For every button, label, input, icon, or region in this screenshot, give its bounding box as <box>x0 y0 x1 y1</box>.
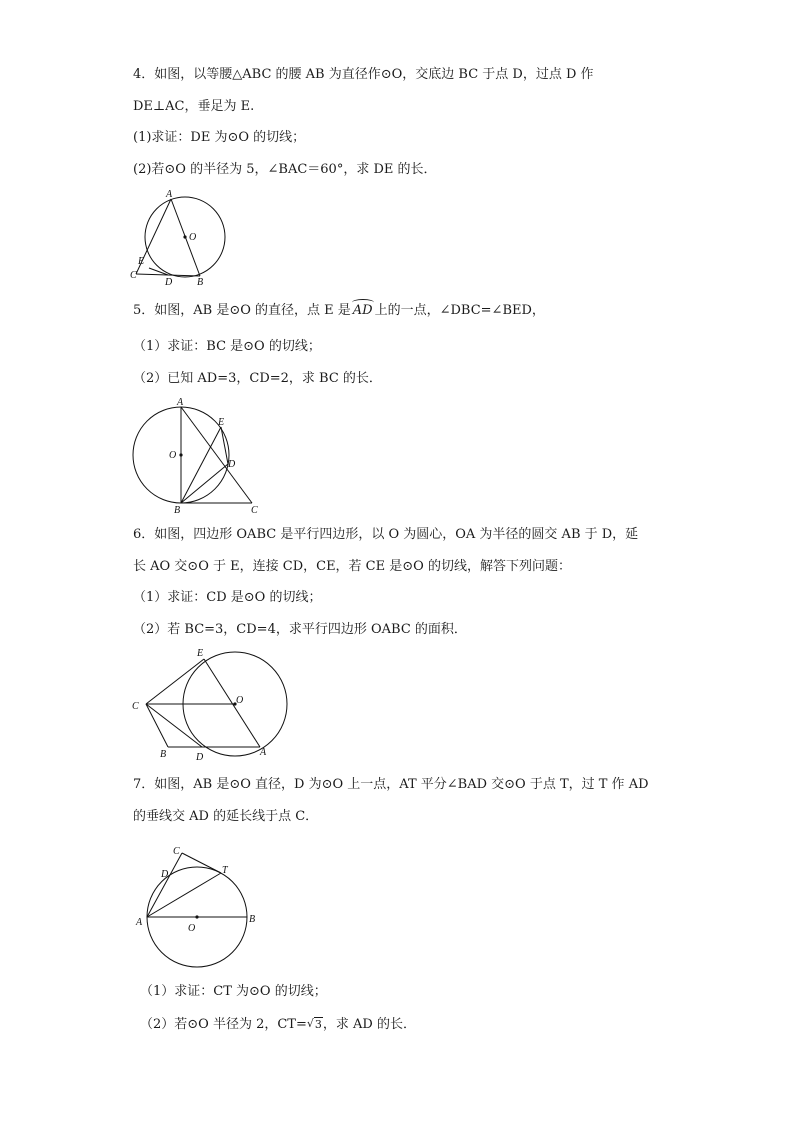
label-c: C <box>130 270 137 281</box>
segment-cb <box>146 704 168 747</box>
segment-be <box>181 427 221 503</box>
problem-6-stem-line-1: 6．如图，四边形 OABC 是平行四边形，以 O 为圆心，OA 为半径的圆交 AB 于 D，延 <box>133 527 639 542</box>
label-a: A <box>166 189 173 200</box>
label-o: O <box>169 450 177 461</box>
problem-7-stem-line-2: 的垂线交 AD 的延长线于点 C． <box>133 809 319 824</box>
label-c: C <box>132 701 139 712</box>
problem-7-figure <box>130 838 270 938</box>
problem-4-part-2: (2)若⊙O 的半径为 5，∠BAC＝60°，求 DE 的长． <box>133 162 437 177</box>
segment-ac <box>147 853 182 917</box>
problem-5-figure <box>124 396 264 516</box>
label-o: O <box>189 232 197 243</box>
problem-5-stem-b: 上的一点，∠DBC=∠BED， <box>374 303 545 318</box>
problem-7-part-2-b: ，求 AD 的长． <box>322 1017 416 1032</box>
label-b: B <box>197 277 204 288</box>
segment-ce <box>146 659 204 704</box>
segment-ac <box>181 407 252 503</box>
problem-5-stem-a: 5．如图，AB 是⊙O 的直径，点 E 是 <box>133 303 351 318</box>
problem-4-stem-line-2: DE⊥AC，垂足为 E. <box>133 99 255 114</box>
problem-4-part-1: (1)求证：DE 为⊙O 的切线； <box>133 130 306 145</box>
problem-6-part-1: （1）求证：CD 是⊙O 的切线； <box>133 590 322 605</box>
label-b: B <box>160 749 167 760</box>
center-o-dot <box>195 915 198 918</box>
label-o: O <box>236 695 244 706</box>
label-d: D <box>228 459 236 470</box>
label-e: E <box>197 648 204 659</box>
segment-ed <box>221 427 228 464</box>
problem-4-stem-line-1: 4．如图，以等腰△ABC 的腰 AB 为直径作⊙O，交底边 BC 于点 D，过点 D 作 <box>133 67 594 82</box>
segment-at <box>147 873 221 917</box>
segment-ct <box>182 853 221 873</box>
label-b: B <box>249 914 256 925</box>
problem-4-figure <box>128 186 248 290</box>
problem-5-part-2: （2）已知 AD=3，CD=2，求 BC 的长． <box>133 371 382 386</box>
arc-ad-notation <box>351 302 375 320</box>
segment-ea <box>204 659 260 747</box>
center-o-dot <box>179 453 182 456</box>
label-e: E <box>138 256 145 267</box>
sqrt-icon: √ <box>306 1017 314 1030</box>
problem-7-part-1: （1）求证：CT 为⊙O 的切线； <box>140 984 327 999</box>
label-a: A <box>260 747 267 758</box>
arc-ad-label: AD <box>352 303 373 318</box>
arc-mark-icon <box>352 299 374 306</box>
label-d: D <box>196 752 204 763</box>
sqrt-radicand: 3 <box>314 1018 322 1031</box>
problem-7-stem-line-1: 7．如图，AB 是⊙O 直径，D 为⊙O 上一点，AT 平分∠BAD 交⊙O 于点 T，过 T 作 AD <box>133 777 649 792</box>
label-d: D <box>161 869 169 880</box>
label-o: O <box>188 923 196 934</box>
problem-6-figure <box>128 643 288 761</box>
label-c: C <box>251 505 258 516</box>
problem-6-stem-line-2: 长 AO 交⊙O 于 E，连接 CD，CE，若 CE 是⊙O 的切线，解答下列问题： <box>133 559 571 574</box>
label-c: C <box>173 846 180 857</box>
label-e: E <box>218 417 225 428</box>
problem-5-part-1: （1）求证：BC 是⊙O 的切线； <box>133 339 321 354</box>
problem-7-part-2 <box>140 1015 416 1034</box>
problem-5-stem <box>133 302 545 320</box>
label-a: A <box>177 397 184 408</box>
label-a: A <box>136 917 143 928</box>
problem-6-part-2: （2）若 BC=3，CD=4，求平行四边形 OABC 的面积． <box>133 622 467 637</box>
label-t: T <box>222 865 228 876</box>
problem-7-part-2-a: （2）若⊙O 半径为 2，CT= <box>140 1017 307 1032</box>
label-b: B <box>174 505 181 516</box>
label-d: D <box>165 277 173 288</box>
segment-cd <box>146 704 202 747</box>
center-o-dot <box>183 235 186 238</box>
